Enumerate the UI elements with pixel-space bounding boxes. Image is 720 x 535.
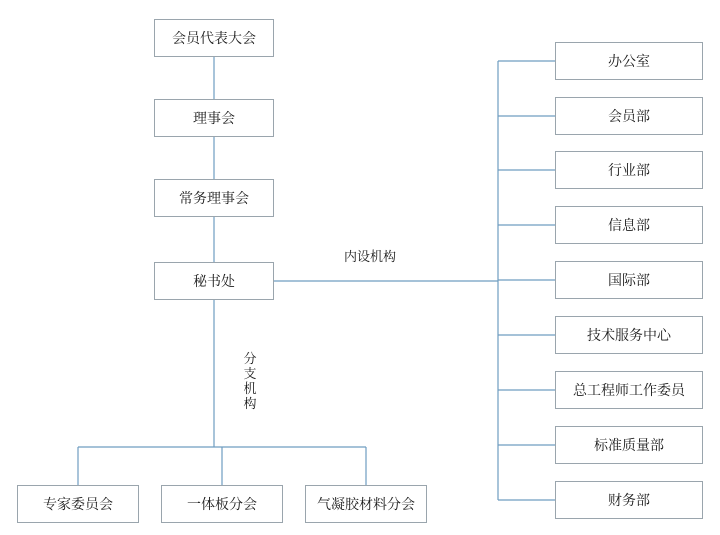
node-standing-council[interactable]: 常务理事会 bbox=[154, 179, 274, 217]
node-member-department[interactable]: 会员部 bbox=[555, 97, 703, 135]
node-congress[interactable]: 会员代表大会 bbox=[154, 19, 274, 57]
node-chief-engineer-committee[interactable]: 总工程师工作委员 bbox=[555, 371, 703, 409]
node-expert-committee[interactable]: 专家委员会 bbox=[17, 485, 139, 523]
node-office[interactable]: 办公室 bbox=[555, 42, 703, 80]
node-international-department[interactable]: 国际部 bbox=[555, 261, 703, 299]
node-standard-quality-department[interactable]: 标准质量部 bbox=[555, 426, 703, 464]
node-information-department[interactable]: 信息部 bbox=[555, 206, 703, 244]
node-aerogel-material-branch[interactable]: 气凝胶材料分会 bbox=[305, 485, 427, 523]
node-technical-service-center[interactable]: 技术服务中心 bbox=[555, 316, 703, 354]
label-branch-organizations: 分支机构 bbox=[243, 351, 257, 411]
node-secretariat[interactable]: 秘书处 bbox=[154, 262, 274, 300]
node-council[interactable]: 理事会 bbox=[154, 99, 274, 137]
node-finance-department[interactable]: 财务部 bbox=[555, 481, 703, 519]
label-internal-organizations: 内设机构 bbox=[344, 249, 397, 264]
node-integrated-board-branch[interactable]: 一体板分会 bbox=[161, 485, 283, 523]
node-industry-department[interactable]: 行业部 bbox=[555, 151, 703, 189]
